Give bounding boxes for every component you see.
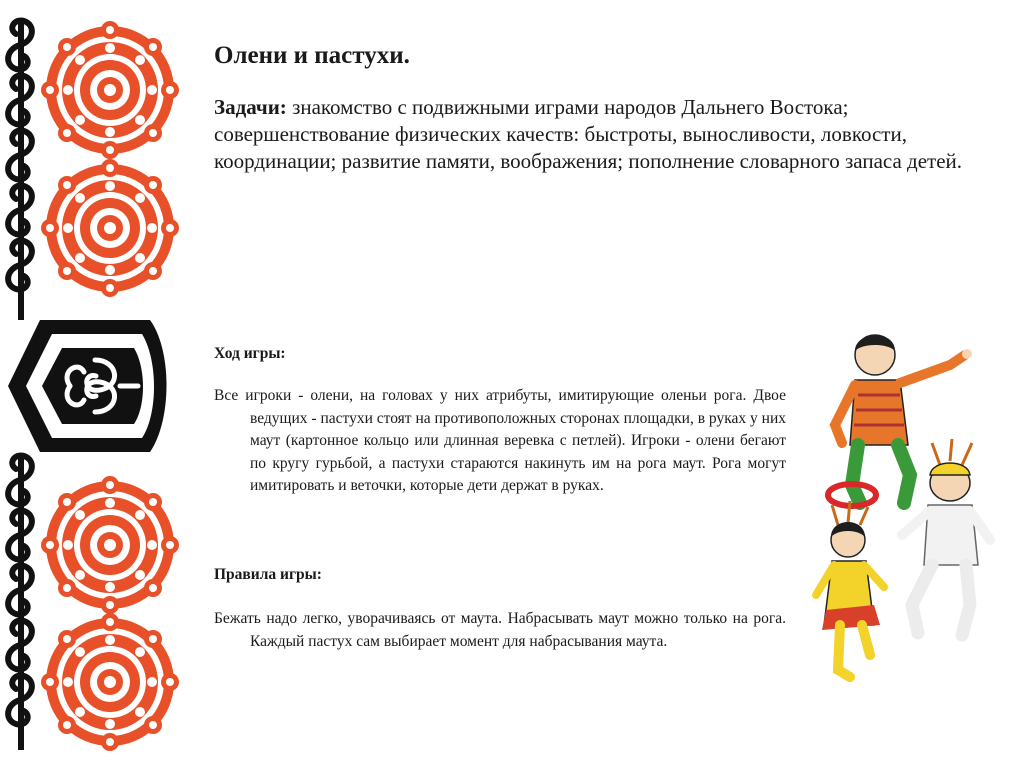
rules-heading: Правила игры: [214,566,322,583]
deer-girl-figure [816,501,884,677]
tasks-paragraph [214,94,994,175]
game-course-text: Все игроки - олени, на головах у них атрибуты, имитирующие оленьи рога. Двое ведущих - пастухи стоят на противоположных сторонах площадки, в руках у них маут (картонное кольцо или длинная веревка с петлей). Игроки - олени бегают по кругу гурьбой, а пастухи стараются накинуть им на рога маут. Рога могут имитировать и веточки, которые дети держат в руках. [214,387,786,494]
children-playing-picture [800,325,1020,695]
game-course-heading: Ход игры: [214,345,286,362]
page-title: Олени и пастухи. [214,42,410,69]
tasks-text: знакомство с подвижными играми народов Дальнего Востока; совершенствование физических качеств: быстроты, выносливости, ловкости, координации; развитие памяти, воображения; пополнение словарного запаса детей. [214,95,963,173]
rules-text: Бежать надо легко, уворачиваясь от маута. Набрасывать маут можно только на рога. Каждый пастух сам выбирает момент для набрасывания маута. [214,610,786,650]
tasks-label: Задачи: [214,95,287,119]
deer-boy-figure [902,439,990,635]
folk-ornament-border [0,0,185,767]
